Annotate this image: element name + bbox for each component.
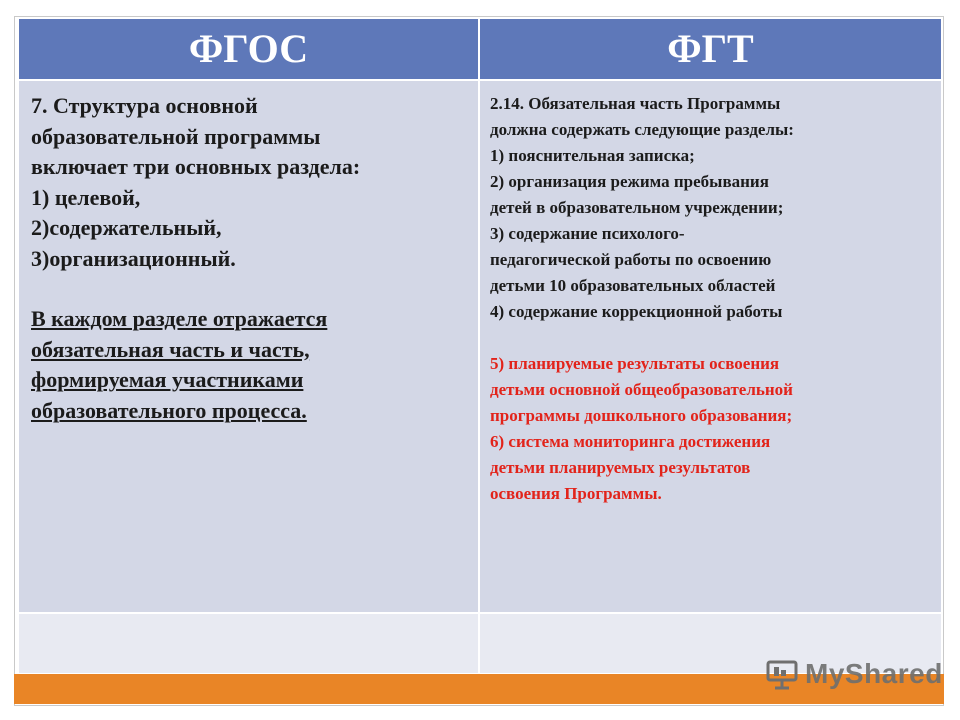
comparison-table xyxy=(19,19,941,673)
left-underlined-line: формируемая участниками xyxy=(31,367,304,392)
left-underlined-line: образовательного процесса. xyxy=(31,397,307,423)
right-line: 2.14. Обязательная часть Программы xyxy=(490,94,781,113)
left-line: 7. Структура основной xyxy=(31,93,258,118)
right-red-line: освоения Программы. xyxy=(490,484,662,503)
right-line: должна содержать следующие разделы: xyxy=(490,120,794,139)
right-line: 4) содержание коррекционной работы xyxy=(490,302,783,321)
presentation-board-icon xyxy=(765,657,799,691)
left-underlined-line: В каждом разделе отражается xyxy=(31,306,328,331)
right-line: детьми 10 образовательных областей xyxy=(490,276,776,295)
right-red-line: программы дошкольного образования; xyxy=(490,406,793,425)
cell-fgt-content xyxy=(480,81,941,612)
empty-cell-left xyxy=(19,614,478,673)
header-fgt: ФГТ xyxy=(480,19,941,79)
right-line: 1) пояснительная записка; xyxy=(490,146,695,165)
right-line: педагогической работы по освоению xyxy=(490,250,772,269)
right-line: 2) организация режима пребывания xyxy=(490,172,769,191)
cell-fgos-content xyxy=(19,81,478,612)
logo-text: MyShared xyxy=(805,658,943,689)
left-line: 3)организационный. xyxy=(31,245,236,271)
left-line: 2)содержательный, xyxy=(31,215,222,240)
right-line: детей в образовательном учреждении; xyxy=(490,198,784,217)
right-red-line: 6) система мониторинга достижения xyxy=(490,432,771,451)
right-line: 3) содержание психолого- xyxy=(490,224,685,243)
left-line: 1) целевой, xyxy=(31,184,141,210)
left-underlined-line: обязательная часть и часть, xyxy=(31,336,310,362)
right-red-line: детьми планируемых результатов xyxy=(490,458,751,477)
spacer xyxy=(31,274,470,304)
left-line: образовательной программы xyxy=(31,123,321,149)
myshared-logo[interactable] xyxy=(765,655,943,693)
spacer xyxy=(490,325,935,351)
right-red-line: детьми основной общеобразовательной xyxy=(490,380,793,399)
left-line: включает три основных раздела: xyxy=(31,154,361,179)
right-red-line: 5) планируемые результаты освоения xyxy=(490,354,780,373)
header-fgos: ФГОС xyxy=(19,19,478,79)
